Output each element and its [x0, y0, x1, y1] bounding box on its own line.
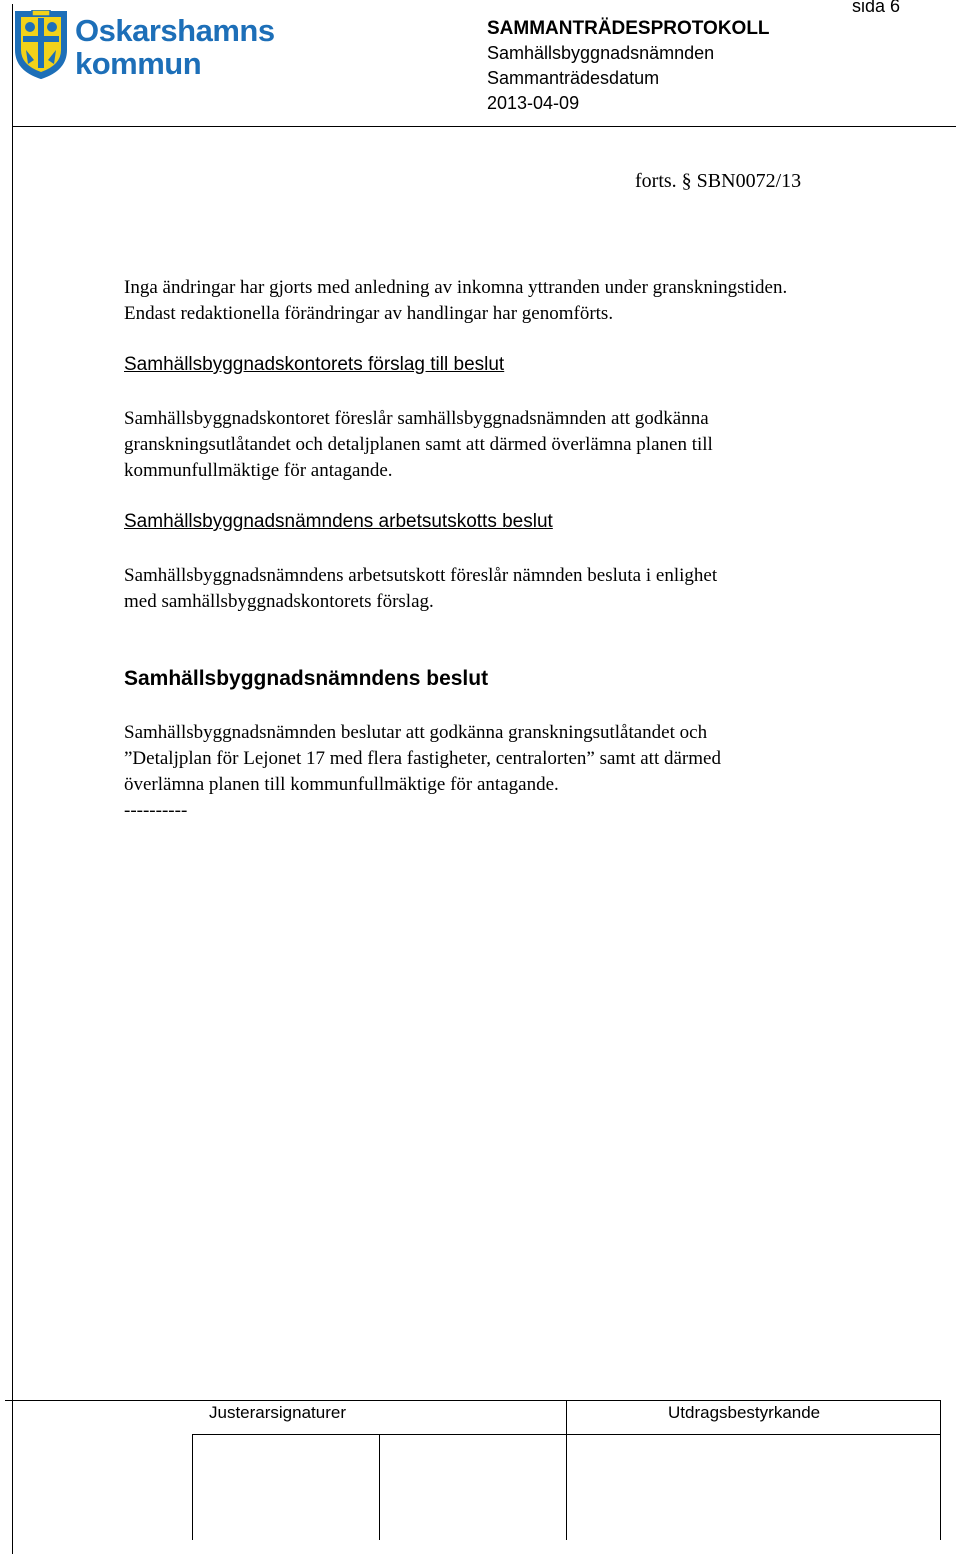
municipality-logo	[14, 10, 68, 85]
logo-line-2: kommun	[75, 46, 202, 81]
decision-line: överlämna planen till kommunfullmäktige för antagande.	[124, 774, 559, 795]
table-mid-border	[192, 1434, 568, 1435]
protocol-header	[487, 16, 770, 116]
date-label: Sammanträdesdatum	[487, 68, 660, 88]
end-marker: ----------	[124, 800, 188, 821]
continued-label: forts.	[635, 170, 677, 192]
signatures-label: Justerarsignaturer	[209, 1403, 347, 1422]
table-divider	[379, 1434, 380, 1540]
case-reference	[635, 170, 801, 193]
logo-line-1: Oskarshamns	[75, 13, 275, 48]
proposal-heading: Samhällsbyggnadskontorets förslag till beslut	[124, 354, 505, 375]
table-divider	[566, 1400, 567, 1540]
intro-line: Endast redaktionella förändringar av handlingar har genomförts.	[124, 303, 614, 324]
page-number: sida 6	[852, 0, 901, 16]
committee-paragraph	[124, 563, 717, 615]
header-rule	[12, 126, 956, 127]
proposal-line: kommunfullmäktige för antagande.	[124, 460, 393, 481]
decision-heading: Samhällsbyggnadsnämndens beslut	[124, 667, 489, 690]
decision-line: Samhällsbyggnadsnämnden beslutar att godkänna granskningsutlåtandet och	[124, 722, 708, 743]
proposal-line: granskningsutlåtandet och detaljplanen samt att därmed överlämna planen till	[124, 434, 713, 455]
table-divider	[192, 1434, 193, 1540]
table-right-border	[940, 1400, 941, 1540]
coat-of-arms-icon	[14, 10, 68, 80]
committee-name: Samhällsbyggnadsnämnden	[487, 43, 715, 63]
decision-line: ”Detaljplan för Lejonet 17 med flera fastigheter, centralorten” samt att därmed	[124, 748, 721, 769]
municipality-name	[75, 14, 275, 80]
proposal-paragraph	[124, 406, 713, 484]
table-top-border	[5, 1400, 941, 1401]
extract-certification-label: Utdragsbestyrkande	[668, 1403, 821, 1422]
committee-heading: Samhällsbyggnadsnämndens arbetsutskotts beslut	[124, 511, 553, 532]
signature-table	[5, 1400, 941, 1545]
intro-paragraph	[124, 275, 787, 327]
case-number: SBN0072/13	[696, 170, 802, 192]
left-margin-rule	[12, 4, 13, 1554]
decision-paragraph	[124, 720, 721, 824]
committee-line: med samhällsbyggnadskontorets förslag.	[124, 591, 434, 612]
committee-line: Samhällsbyggnadsnämndens arbetsutskott föreslår nämnden besluta i enlighet	[124, 565, 718, 586]
intro-line: Inga ändringar har gjorts med anledning av inkomna yttranden under granskningstiden.	[124, 277, 788, 298]
table-mid-border-right	[568, 1434, 941, 1435]
meeting-date: 2013-04-09	[487, 93, 580, 113]
proposal-line: Samhällsbyggnadskontoret föreslår samhällsbyggnadsnämnden att godkänna	[124, 408, 709, 429]
section-symbol: §	[681, 170, 692, 192]
protocol-title: SAMMANTRÄDESPROTOKOLL	[487, 18, 770, 39]
